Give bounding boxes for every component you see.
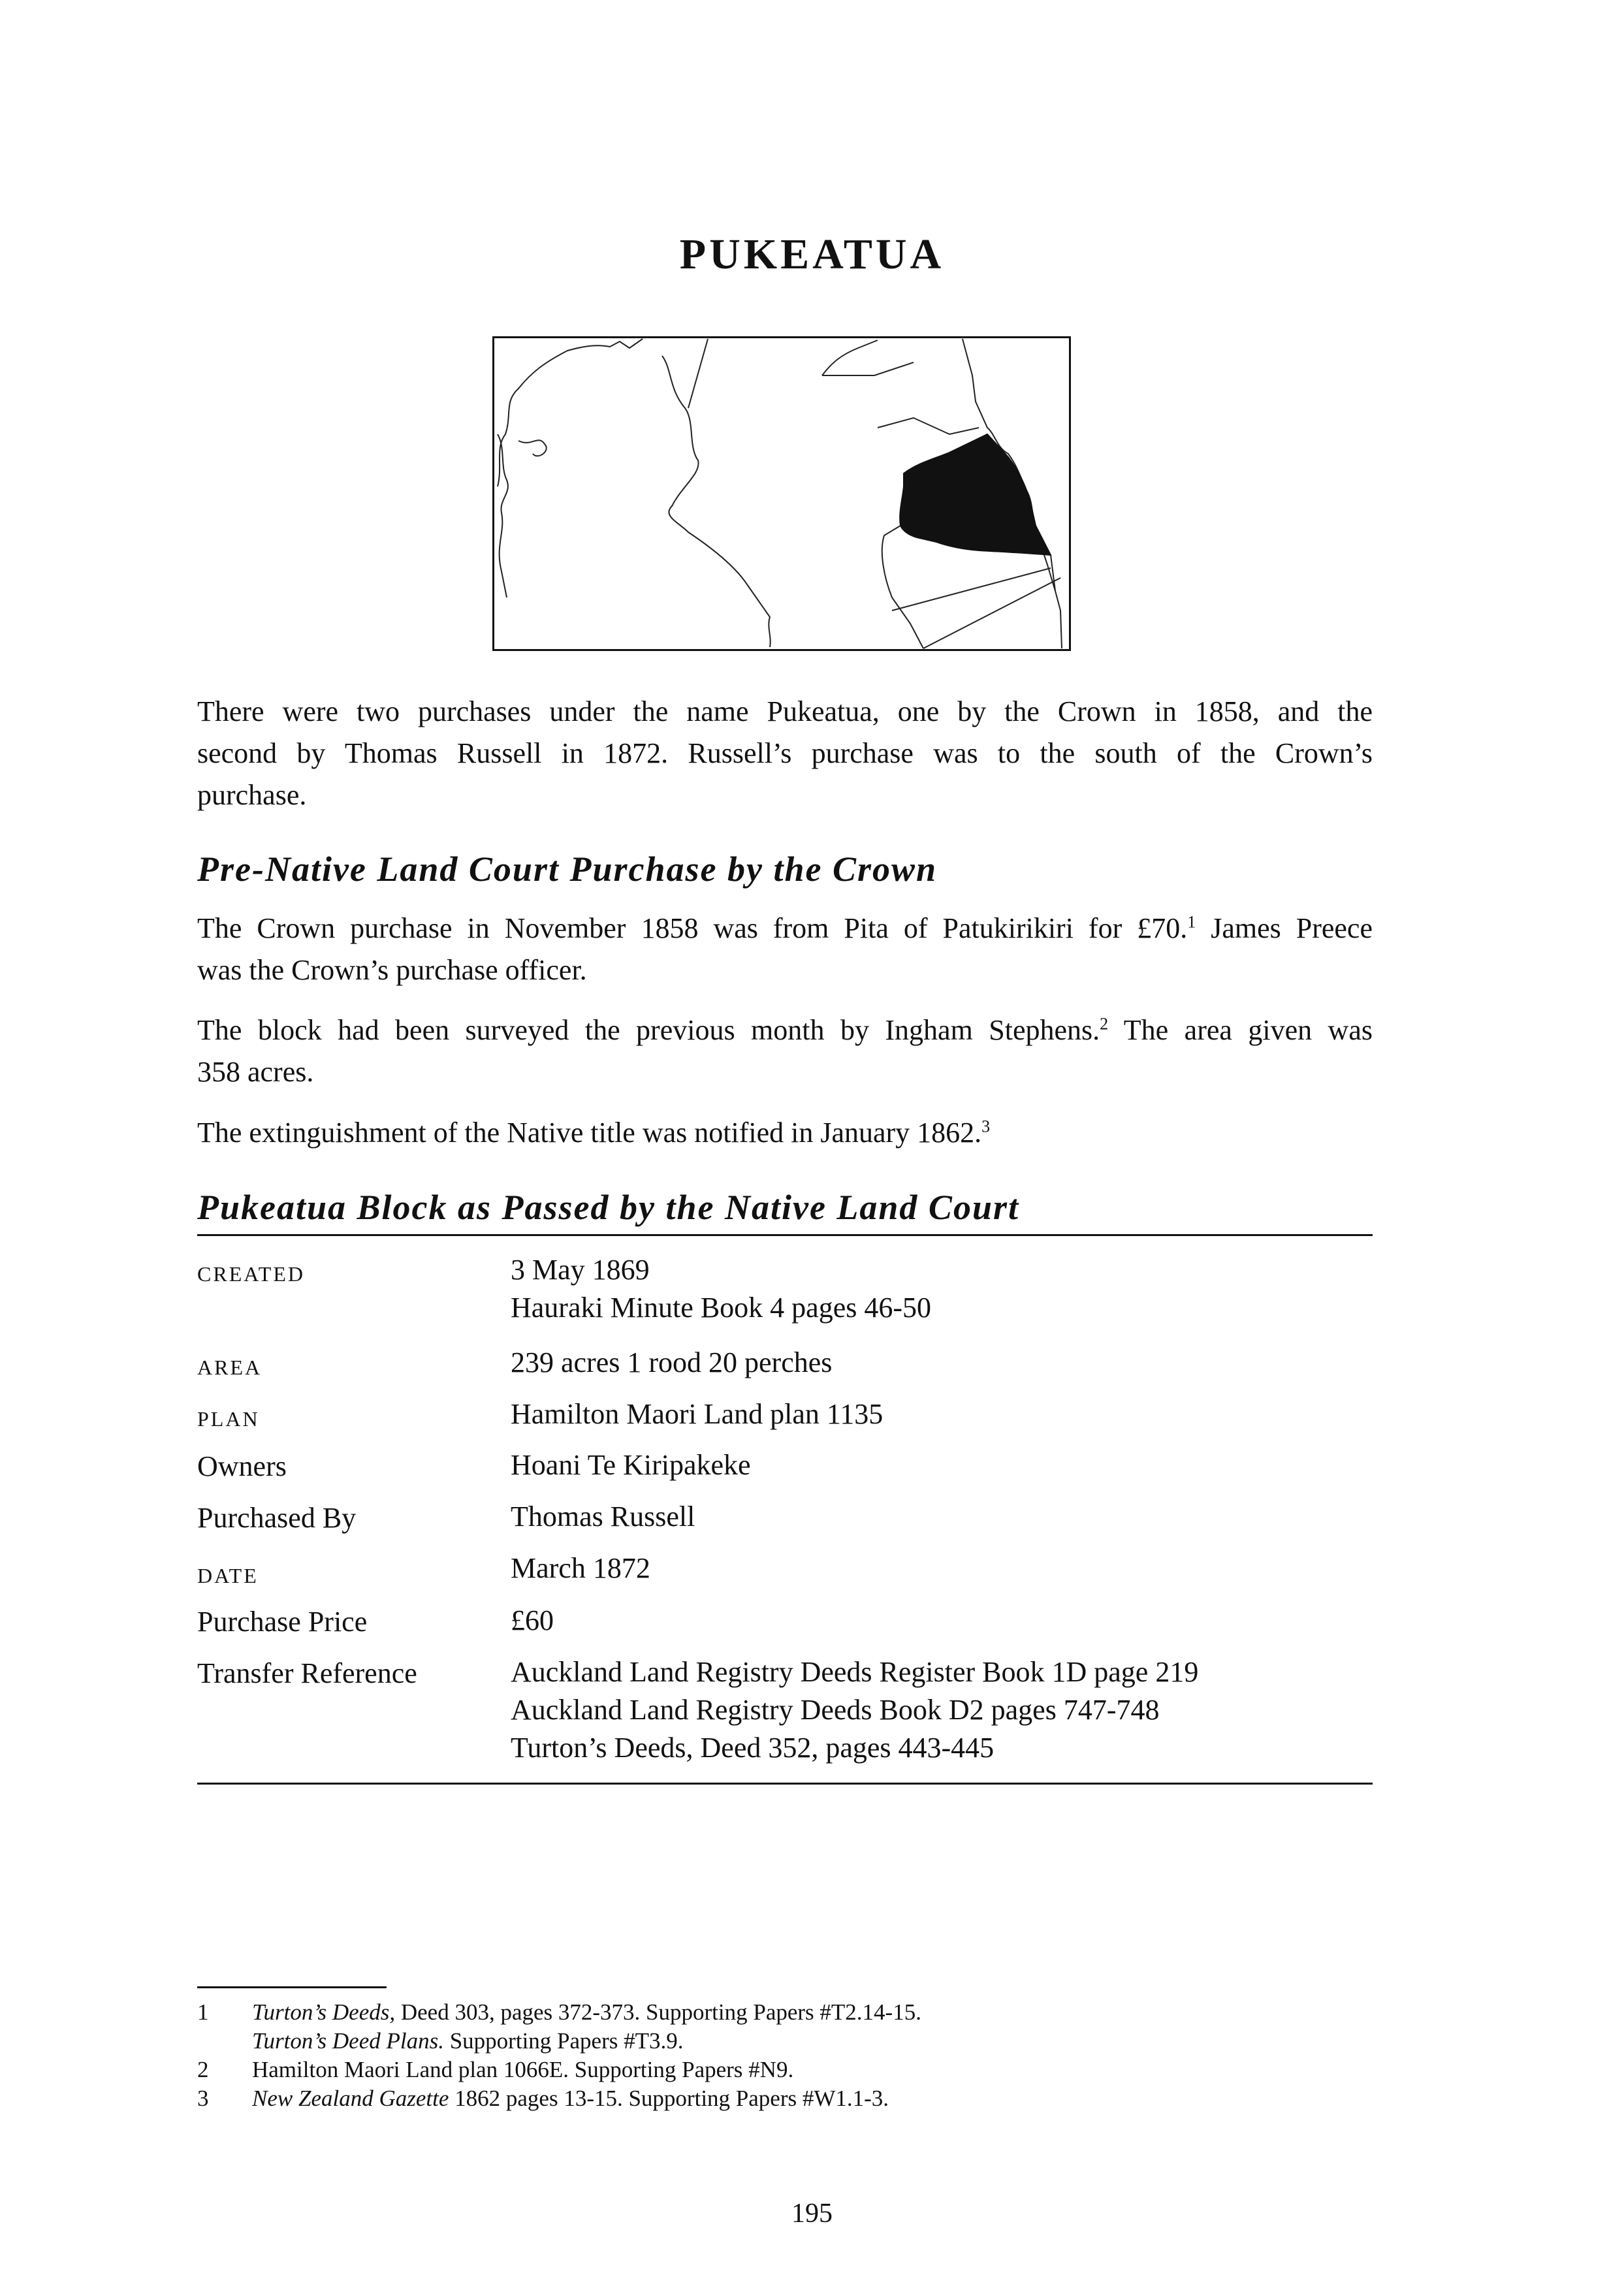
value-created-date: 3 May 1869 [511, 1254, 650, 1286]
label-purchased-by: Purchased By [197, 1502, 357, 1534]
footnote-2 [197, 2056, 1111, 2084]
footnote-ref-2[interactable]: 2 [1100, 1014, 1109, 1034]
footnote-ref-3[interactable]: 3 [981, 1117, 991, 1136]
map-ridge [688, 339, 708, 408]
label-area: AREA [197, 1356, 263, 1379]
intro-line-1: There were two purchases under the name Pukeatua, one by the Crown in 1858, and the [197, 695, 1373, 727]
page-number: 195 [791, 2199, 833, 2229]
footnote-1b-text: Supporting Papers #T3.9. [443, 2028, 684, 2054]
paragraph-2-text: The block had been surveyed the previous month by Ingham Stephens. [197, 1014, 1100, 1046]
table-top-rule [197, 1234, 1373, 1236]
paragraph-extinguishment [197, 1112, 1373, 1154]
value-purchased-by: Thomas Russell [511, 1501, 695, 1533]
value-plan: Hamilton Maori Land plan 1135 [511, 1398, 884, 1430]
label-purchase-price: Purchase Price [197, 1606, 368, 1638]
label-plan: PLAN [197, 1407, 260, 1431]
footnote-2-number: 2 [197, 2057, 209, 2082]
value-date: March 1872 [511, 1552, 650, 1584]
paragraph-crown-purchase [197, 908, 1373, 991]
footnote-3-title: New Zealand Gazette [252, 2086, 449, 2111]
value-created-minute-book: Hauraki Minute Book 4 pages 46-50 [511, 1292, 931, 1324]
footnote-1 [197, 1998, 1111, 2027]
map-block-boundary-1 [878, 418, 979, 434]
map-block-boundary-2 [882, 526, 923, 648]
value-transfer-line-1: Auckland Land Registry Deeds Register Book 1D page 219 [511, 1656, 1199, 1688]
map-coastline-island [518, 440, 547, 456]
map-coastline-west [498, 339, 643, 486]
footnote-2-text: Hamilton Maori Land plan 1066E. Supporting Papers #N9. [252, 2057, 794, 2082]
label-date: DATE [197, 1564, 259, 1587]
map-block-boundary-3 [892, 568, 1051, 611]
footnote-1-number: 1 [197, 1999, 209, 2025]
section-heading-crown-purchase: Pre-Native Land Court Purchase by the Crown [197, 850, 938, 889]
paragraph-survey [197, 1009, 1373, 1093]
value-transfer-reference [511, 1653, 1198, 1767]
paragraph-2-line-2: 358 acres. [197, 1056, 314, 1088]
footnote-3-text: 1862 pages 13-15. Supporting Papers #W1.1-3. [449, 2086, 889, 2111]
location-map [492, 336, 1071, 651]
footnote-1-text: Deed 303, pages 372-373. Supporting Papers #T2.14-15. [395, 1999, 921, 2025]
table-bottom-rule [197, 1783, 1373, 1785]
label-created: CREATED [197, 1262, 305, 1286]
map-north-boundary [822, 340, 914, 375]
value-owners: Hoani Te Kiripakeke [511, 1449, 751, 1481]
page-title: PUKEATUA [679, 230, 945, 278]
intro-paragraph [197, 691, 1373, 816]
map-pukeatua-block [900, 434, 1051, 555]
footnote-1-title: Turton’s Deeds, [252, 1999, 396, 2025]
value-transfer-line-3: Turton’s Deeds, Deed 352, pages 443-445 [511, 1732, 995, 1764]
paragraph-3-text: The extinguishment of the Native title was notified in January 1862. [197, 1117, 982, 1149]
value-transfer-line-2: Auckland Land Registry Deeds Book D2 pages 747-748 [511, 1694, 1160, 1726]
paragraph-1-line-2: was the Crown’s purchase officer. [197, 954, 587, 986]
intro-line-2: second by Thomas Russell in 1872. Russell’s purchase was to the south of the Crown’s [197, 737, 1373, 769]
paragraph-2-rest: The area given was [1108, 1014, 1373, 1046]
section-heading-native-land-court: Pukeatua Block as Passed by the Native Land Court [197, 1188, 1019, 1227]
value-area: 239 acres 1 rood 20 perches [511, 1346, 833, 1378]
value-created [511, 1251, 931, 1327]
footnote-rule [197, 1986, 387, 1988]
paragraph-1-rest: James Preece [1196, 912, 1373, 944]
map-block-boundary-4 [923, 578, 1060, 648]
footnote-3-number: 3 [197, 2086, 209, 2111]
footnote-1b-title: Turton’s Deed Plans. [252, 2028, 444, 2054]
footnote-3 [197, 2084, 1111, 2113]
paragraph-1-text: The Crown purchase in November 1858 was from Pita of Patukirikiri for £70. [197, 912, 1188, 944]
footnote-1-continued [197, 2027, 1111, 2056]
map-river [662, 356, 771, 647]
intro-line-3: purchase. [197, 779, 307, 811]
label-owners: Owners [197, 1450, 287, 1482]
value-purchase-price: £60 [511, 1604, 554, 1636]
footnote-ref-1[interactable]: 1 [1187, 912, 1196, 932]
label-transfer-reference: Transfer Reference [197, 1657, 417, 1689]
